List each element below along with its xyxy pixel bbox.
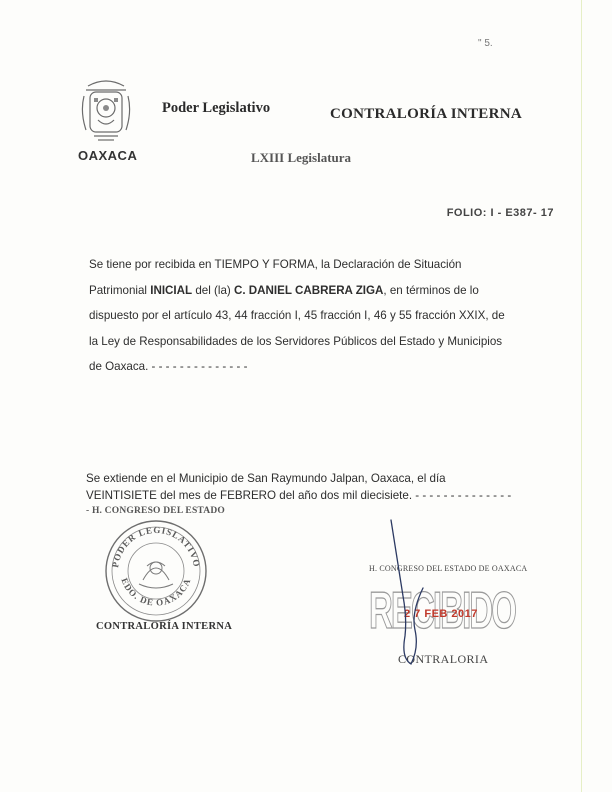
body-line-2: Patrimonial INICIAL del (la) C. DANIEL CABRERA ZIGA, en términos de lo — [89, 283, 479, 297]
contraloria-interna-label: CONTRALORÍA INTERNA — [96, 621, 233, 632]
scan-edge-line — [581, 0, 582, 792]
body-line-5: de Oaxaca. - - - - - - - - - - - - - - — [89, 360, 248, 373]
body-line-4: la Ley de Responsabilidades de los Servidores Públicos del Estado y Municipios — [89, 334, 503, 348]
received-stamp-header: H. CONGRESO DEL ESTADO DE OAXACA — [369, 564, 528, 573]
closing-line-1: Se extiende en el Municipio de San Raymundo Jalpan, Oaxaca, el día — [86, 472, 446, 485]
folio-number: FOLIO: I - E387- 17 — [446, 207, 554, 219]
seal-top-text: - H. CONGRESO DEL ESTADO — [86, 506, 225, 516]
oaxaca-emblem-logo — [80, 78, 132, 150]
stamp-contraloria-label: CONTRALORIA — [398, 652, 489, 666]
closing-line-2: VEINTISIETE del mes de FEBRERO del año dos mil diecisiete. - - - - - - - - - - - - - - — [86, 489, 512, 502]
seal-ring-top-text: PODER LEGISLATIVO — [110, 524, 202, 569]
received-date: 2 7 FEB 2017 — [404, 608, 478, 620]
closing-statement — [86, 470, 526, 504]
official-seal — [103, 518, 209, 624]
svg-text:EDO. DE OAXACA — [119, 577, 192, 608]
legislature-title: LXIII Legislatura — [251, 150, 352, 165]
contraloria-title: CONTRALORÍA INTERNA — [330, 106, 522, 122]
received-stamp-word: RECIBIDO — [369, 582, 516, 638]
poder-legislativo-title: Poder Legislativo — [162, 100, 271, 116]
body-line-1: Se tiene por recibida en TIEMPO Y FORMA, la Declaración de Situación — [89, 258, 462, 271]
seal-ring-bottom-text: EDO. DE OAXACA — [119, 576, 193, 608]
handwritten-signature — [385, 518, 435, 668]
declarant-name: C. DANIEL CABRERA ZIGA — [233, 283, 384, 297]
body-line-3: dispuesto por el artículo 43, 44 fracción I, 45 fracción I, 46 y 55 fracción XXIX, de — [89, 309, 505, 322]
state-logo-text: OAXACA — [78, 148, 138, 163]
corner-mark: " 5. — [478, 38, 493, 49]
declaration-body — [89, 252, 521, 380]
